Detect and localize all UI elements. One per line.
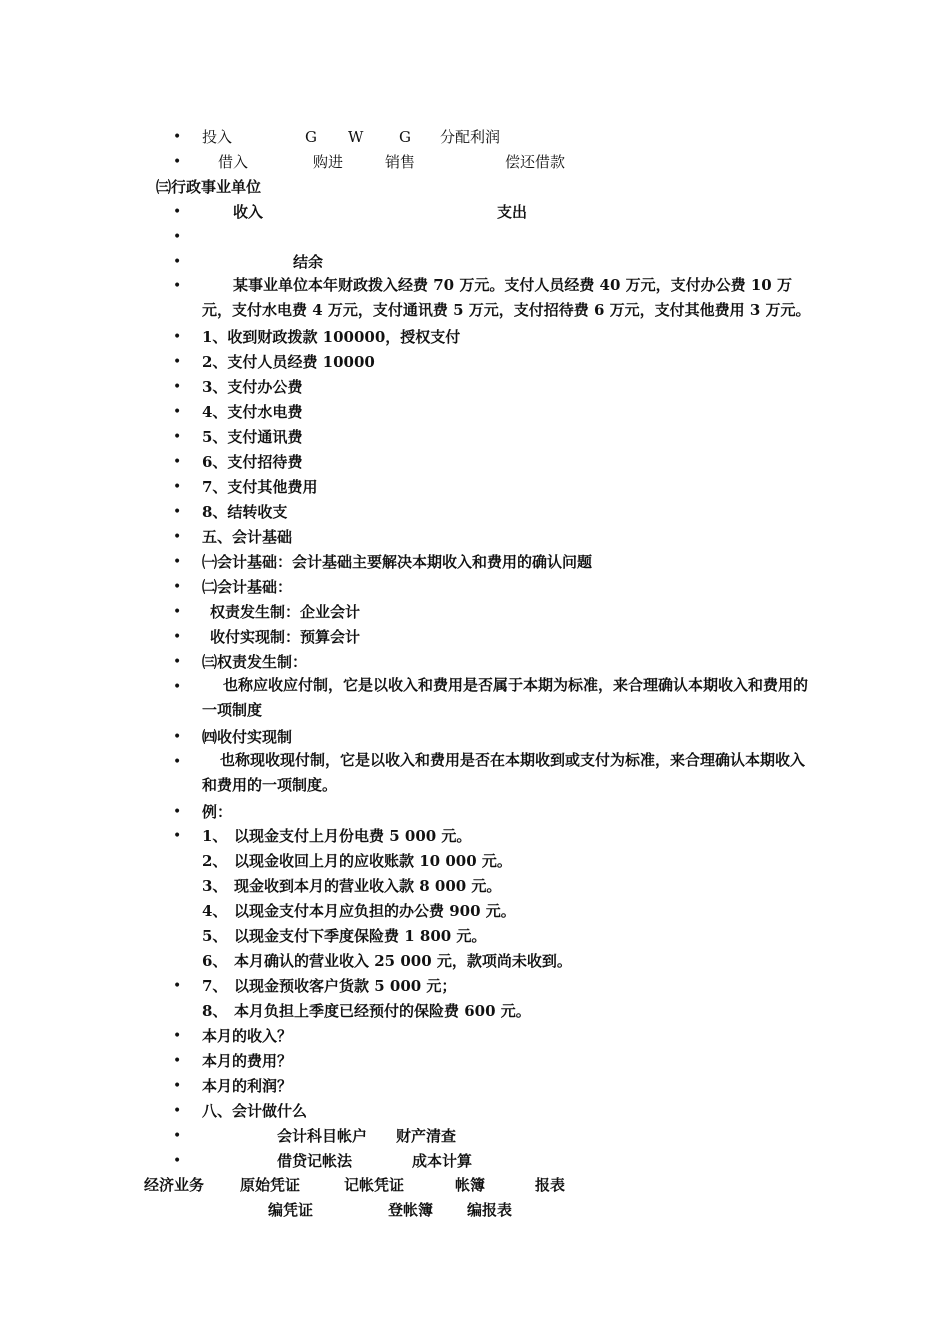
post-ledger-label: 登帐簿	[388, 1201, 434, 1219]
example-text: 以现金收回上月的应收账款 10 000 元。	[234, 852, 512, 870]
bullet: •	[173, 629, 182, 645]
list-item: 5、支付通讯费	[202, 428, 303, 446]
list-item: 6、支付招待费	[202, 453, 303, 471]
question-expense: 本月的费用？	[202, 1052, 293, 1070]
bullet: •	[173, 1103, 182, 1119]
list-item: 8、结转收支	[202, 503, 288, 521]
borrow-label: 借入	[218, 153, 249, 171]
list-item: 7、支付其他费用	[202, 478, 318, 496]
bullet: •	[173, 604, 182, 620]
bullet: •	[173, 479, 182, 495]
income-label: 收入	[233, 203, 264, 221]
bullet: •	[173, 129, 182, 145]
bullet: •	[173, 1053, 182, 1069]
bullet: •	[173, 354, 182, 370]
section-heading: 八、会计做什么	[202, 1102, 308, 1120]
example-paragraph: 某事业单位本年财政拨入经费 70 万元。支付人员经费 40 万元，支付办公费 10 万元，支付水电费 4 万元，支付通讯费 5 万元，支付招待费 6 万元，支付其他费用 3 万元。	[202, 276, 811, 319]
bullet: •	[173, 454, 182, 470]
accrual-description: 也称应收应付制，它是以收入和费用是否属于本期为标准，来合理确认本期收入和费用的一项制度	[202, 676, 809, 719]
example-text: 现金收到本月的营业收入款 8 000 元。	[234, 877, 502, 895]
bullet: •	[173, 204, 182, 220]
g-label-2: G	[399, 128, 411, 146]
bullet: •	[173, 654, 182, 670]
bullet: •	[173, 828, 182, 844]
example-number: 2、	[202, 852, 228, 870]
list-item: 2、支付人员经费 10000	[202, 353, 375, 371]
example-number: 1、	[202, 827, 228, 845]
bullet: •	[173, 729, 182, 745]
list-item: ㈡会计基础：	[202, 578, 293, 596]
bullet: •	[173, 504, 182, 520]
bullet: •	[173, 429, 182, 445]
list-item: 收付实现制：预算会计	[210, 628, 361, 646]
bullet: •	[173, 154, 182, 170]
expense-label: 支出	[497, 203, 528, 221]
invest-label: 投入	[202, 128, 233, 146]
example-number: 6、	[202, 952, 228, 970]
original-voucher-label: 原始凭证	[240, 1176, 301, 1194]
bullet: •	[173, 1153, 182, 1169]
list-item: 1、收到财政拨款 100000，授权支付	[202, 328, 461, 346]
bullet: •	[173, 1078, 182, 1094]
repay-label: 偿还借款	[505, 153, 566, 171]
bullet: •	[173, 804, 182, 820]
question-profit: 本月的利润？	[202, 1077, 293, 1095]
list-item: 权责发生制：企业会计	[210, 603, 361, 621]
bullet: •	[173, 329, 182, 345]
list-item: 4、支付水电费	[202, 403, 303, 421]
example-number: 7、	[202, 977, 228, 995]
bullet: •	[173, 1128, 182, 1144]
make-report-label: 编报表	[467, 1201, 513, 1219]
list-item: ㈢权责发生制：	[202, 653, 308, 671]
section-heading: 五、会计基础	[202, 528, 293, 546]
bullet: •	[173, 679, 182, 695]
list-item: ㈠会计基础：会计基础主要解决本期收入和费用的确认问题	[202, 553, 593, 571]
report-label: 报表	[535, 1176, 566, 1194]
example-text: 本月负担上季度已经预付的保险费 600 元。	[234, 1002, 531, 1020]
example-label: 例：	[202, 803, 233, 821]
bullet: •	[173, 579, 182, 595]
w-label: W	[348, 128, 364, 146]
bullet: •	[173, 404, 182, 420]
g-label: G	[305, 128, 317, 146]
question-income: 本月的收入？	[202, 1027, 293, 1045]
example-text: 以现金预收客户货款 5 000 元；	[234, 977, 457, 995]
sales-label: 销售	[385, 153, 416, 171]
bullet: •	[173, 1028, 182, 1044]
bullet: •	[173, 278, 182, 294]
example-number: 5、	[202, 927, 228, 945]
example-text: 以现金支付上月份电费 5 000 元。	[234, 827, 472, 845]
cash-basis-description: 也称现收现付制，它是以收入和费用是否在本期收到或支付为标准，来合理确认本期收入和费用的一项制度。	[202, 751, 806, 794]
cost-calculation-label: 成本计算	[412, 1152, 473, 1170]
business-label: 经济业务	[144, 1176, 205, 1194]
example-number: 3、	[202, 877, 228, 895]
profit-distribution-label: 分配利润	[440, 128, 501, 146]
bullet: •	[173, 978, 182, 994]
example-text: 以现金支付下季度保险费 1 800 元。	[234, 927, 487, 945]
ledger-label: 帐簿	[455, 1176, 486, 1194]
accounts-label: 会计科目帐户	[277, 1127, 368, 1145]
section-heading: ㈢行政事业单位	[156, 178, 262, 196]
example-text: 以现金支付本月应负担的办公费 900 元。	[234, 902, 516, 920]
list-item: ㈣收付实现制	[202, 728, 293, 746]
example-number: 8、	[202, 1002, 228, 1020]
example-text: 本月确认的营业收入 25 000 元，款项尚未收到。	[234, 952, 572, 970]
bookkeeping-voucher-label: 记帐凭证	[344, 1176, 405, 1194]
make-voucher-label: 编凭证	[268, 1201, 314, 1219]
bullet: •	[173, 554, 182, 570]
bullet: •	[173, 229, 182, 245]
balance-label: 结余	[293, 253, 324, 271]
list-item: 3、支付办公费	[202, 378, 303, 396]
example-number: 4、	[202, 902, 228, 920]
bullet: •	[173, 754, 182, 770]
bullet: •	[173, 379, 182, 395]
bullet: •	[173, 254, 182, 270]
bullet: •	[173, 529, 182, 545]
inventory-check-label: 财产清查	[396, 1127, 457, 1145]
double-entry-label: 借贷记帐法	[277, 1152, 353, 1170]
purchase-label: 购进	[313, 153, 344, 171]
